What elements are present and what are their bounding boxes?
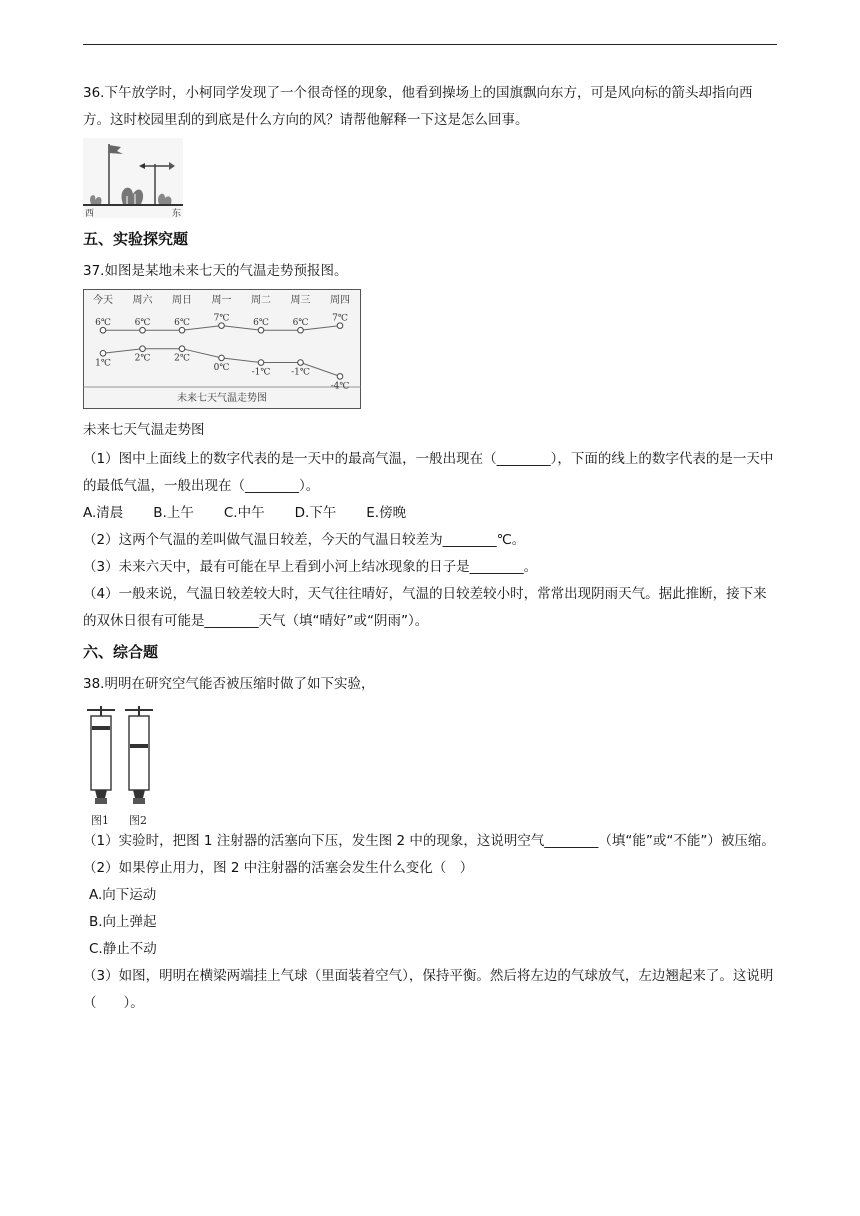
day-label: 周三 (290, 295, 311, 306)
chart-caption: 未来七天气温走势图 (83, 422, 205, 438)
syringe-2 (125, 706, 153, 804)
q37-intro: 37.如图是某地未来七天的气温走势预报图。 (83, 263, 348, 279)
low-temp-label: -4℃ (330, 381, 350, 392)
day-label: 周四 (330, 295, 350, 306)
temperature-chart (83, 289, 361, 409)
high-temp-label: 6℃ (95, 318, 111, 329)
east-label: 东 (172, 209, 182, 218)
day-label: 周二 (251, 295, 271, 306)
q38-intro: 38.明明在研究空气能否被压缩时做了如下实验， (83, 676, 375, 692)
low-temp-label: 2℃ (174, 353, 190, 364)
header-rule (83, 44, 777, 45)
low-temp-point (219, 355, 225, 361)
low-temp-point (337, 374, 343, 380)
high-temp-point (100, 327, 106, 333)
high-temp-label: 6℃ (253, 318, 269, 329)
section6-heading: 六、综合题 (83, 643, 159, 661)
q37-sub3: （3）未来六天中，最有可能在早上看到小河上结冰现象的日子是________。 (83, 559, 538, 575)
high-temp-point (140, 327, 146, 333)
low-temp-point (298, 360, 304, 366)
option-c[interactable]: C.中午 (223, 505, 265, 521)
day-label: 周日 (172, 295, 192, 306)
wind-vane-figure (83, 138, 183, 218)
high-temp-point (337, 323, 343, 329)
option-a[interactable]: A.清晨 (83, 505, 124, 521)
fig1-label: 图1 (91, 814, 109, 827)
option-e[interactable]: E.傍晚 (366, 505, 407, 521)
high-temp-point (298, 327, 304, 333)
low-temp-point (140, 346, 146, 352)
day-label: 今天 (93, 295, 113, 306)
low-temp-label: -1℃ (291, 367, 310, 378)
q36-text: 36.下午放学时，小柯同学发现了一个很奇怪的现象，他看到操场上的国旗飘向东方，可是风向标的箭头却指向西方。这时校园里刮的到底是什么方向的风？请帮他解释一下这是怎么回事。 (83, 85, 753, 128)
high-temp-point (179, 327, 185, 333)
day-label: 周六 (132, 295, 153, 306)
section5-heading: 五、实验探究题 (83, 230, 189, 248)
low-temp-label: 0℃ (213, 362, 230, 373)
high-temp-label: 6℃ (174, 318, 190, 329)
q38-option-c[interactable]: C.静止不动 (89, 941, 157, 957)
syringe-figure (83, 704, 163, 828)
low-temp-label: -1℃ (251, 367, 271, 378)
q37-sub2: （2）这两个气温的差叫做气温日较差，今天的气温日较差为________℃。 (83, 532, 526, 548)
high-temp-label: 6℃ (292, 318, 309, 329)
day-label: 周一 (211, 295, 232, 306)
low-temp-label: 1℃ (95, 358, 111, 369)
high-temp-label: 7℃ (332, 313, 348, 324)
q38-option-b[interactable]: B.向上弹起 (89, 914, 157, 930)
q38-sub2: （2）如果停止用力，图 2 中注射器的活塞会发生什么变化（ ） (83, 860, 474, 876)
q38-option-a[interactable]: A.向下运动 (89, 887, 157, 903)
option-b[interactable]: B.上午 (153, 505, 194, 521)
worksheet (83, 80, 777, 1017)
west-label: 西 (85, 209, 95, 218)
low-temp-label: 2℃ (134, 353, 151, 364)
high-temp-point (258, 327, 264, 333)
option-d[interactable]: D.下午 (294, 505, 337, 521)
chart-title: 未来七天气温走势图 (177, 393, 267, 404)
q37-options (83, 500, 777, 527)
high-temp-label: 7℃ (213, 313, 230, 324)
q37-sub1: （1）图中上面线上的数字代表的是一天中的最高气温，一般出现在（________），下面的线上的数字代表的是一天中的最低气温，一般出现在（________）。 (83, 451, 774, 494)
low-temp-point (258, 360, 264, 366)
high-temp-point (219, 323, 225, 329)
q37-sub4: （4）一般来说，气温日较差较大时，天气往往晴好，气温的日较差较小时，常常出现阴雨天气。据此推断，接下来的双休日很有可能是________天气（填“晴好”或“阴雨”）。 (83, 586, 767, 629)
syringe-1 (87, 706, 115, 804)
high-temp-label: 6℃ (134, 318, 151, 329)
low-temp-point (100, 351, 106, 357)
q38-sub3: （3）如图，明明在横梁两端挂上气球（里面装着空气），保持平衡。然后将左边的气球放气，左边翘起来了。这说明（ ）。 (83, 968, 774, 1011)
q38-sub1: （1）实验时，把图 1 注射器的活塞向下压，发生图 2 中的现象，这说明空气________（填“能”或“不能”）被压缩。 (83, 833, 775, 849)
low-temp-point (179, 346, 185, 352)
fig2-label: 图2 (129, 814, 147, 827)
